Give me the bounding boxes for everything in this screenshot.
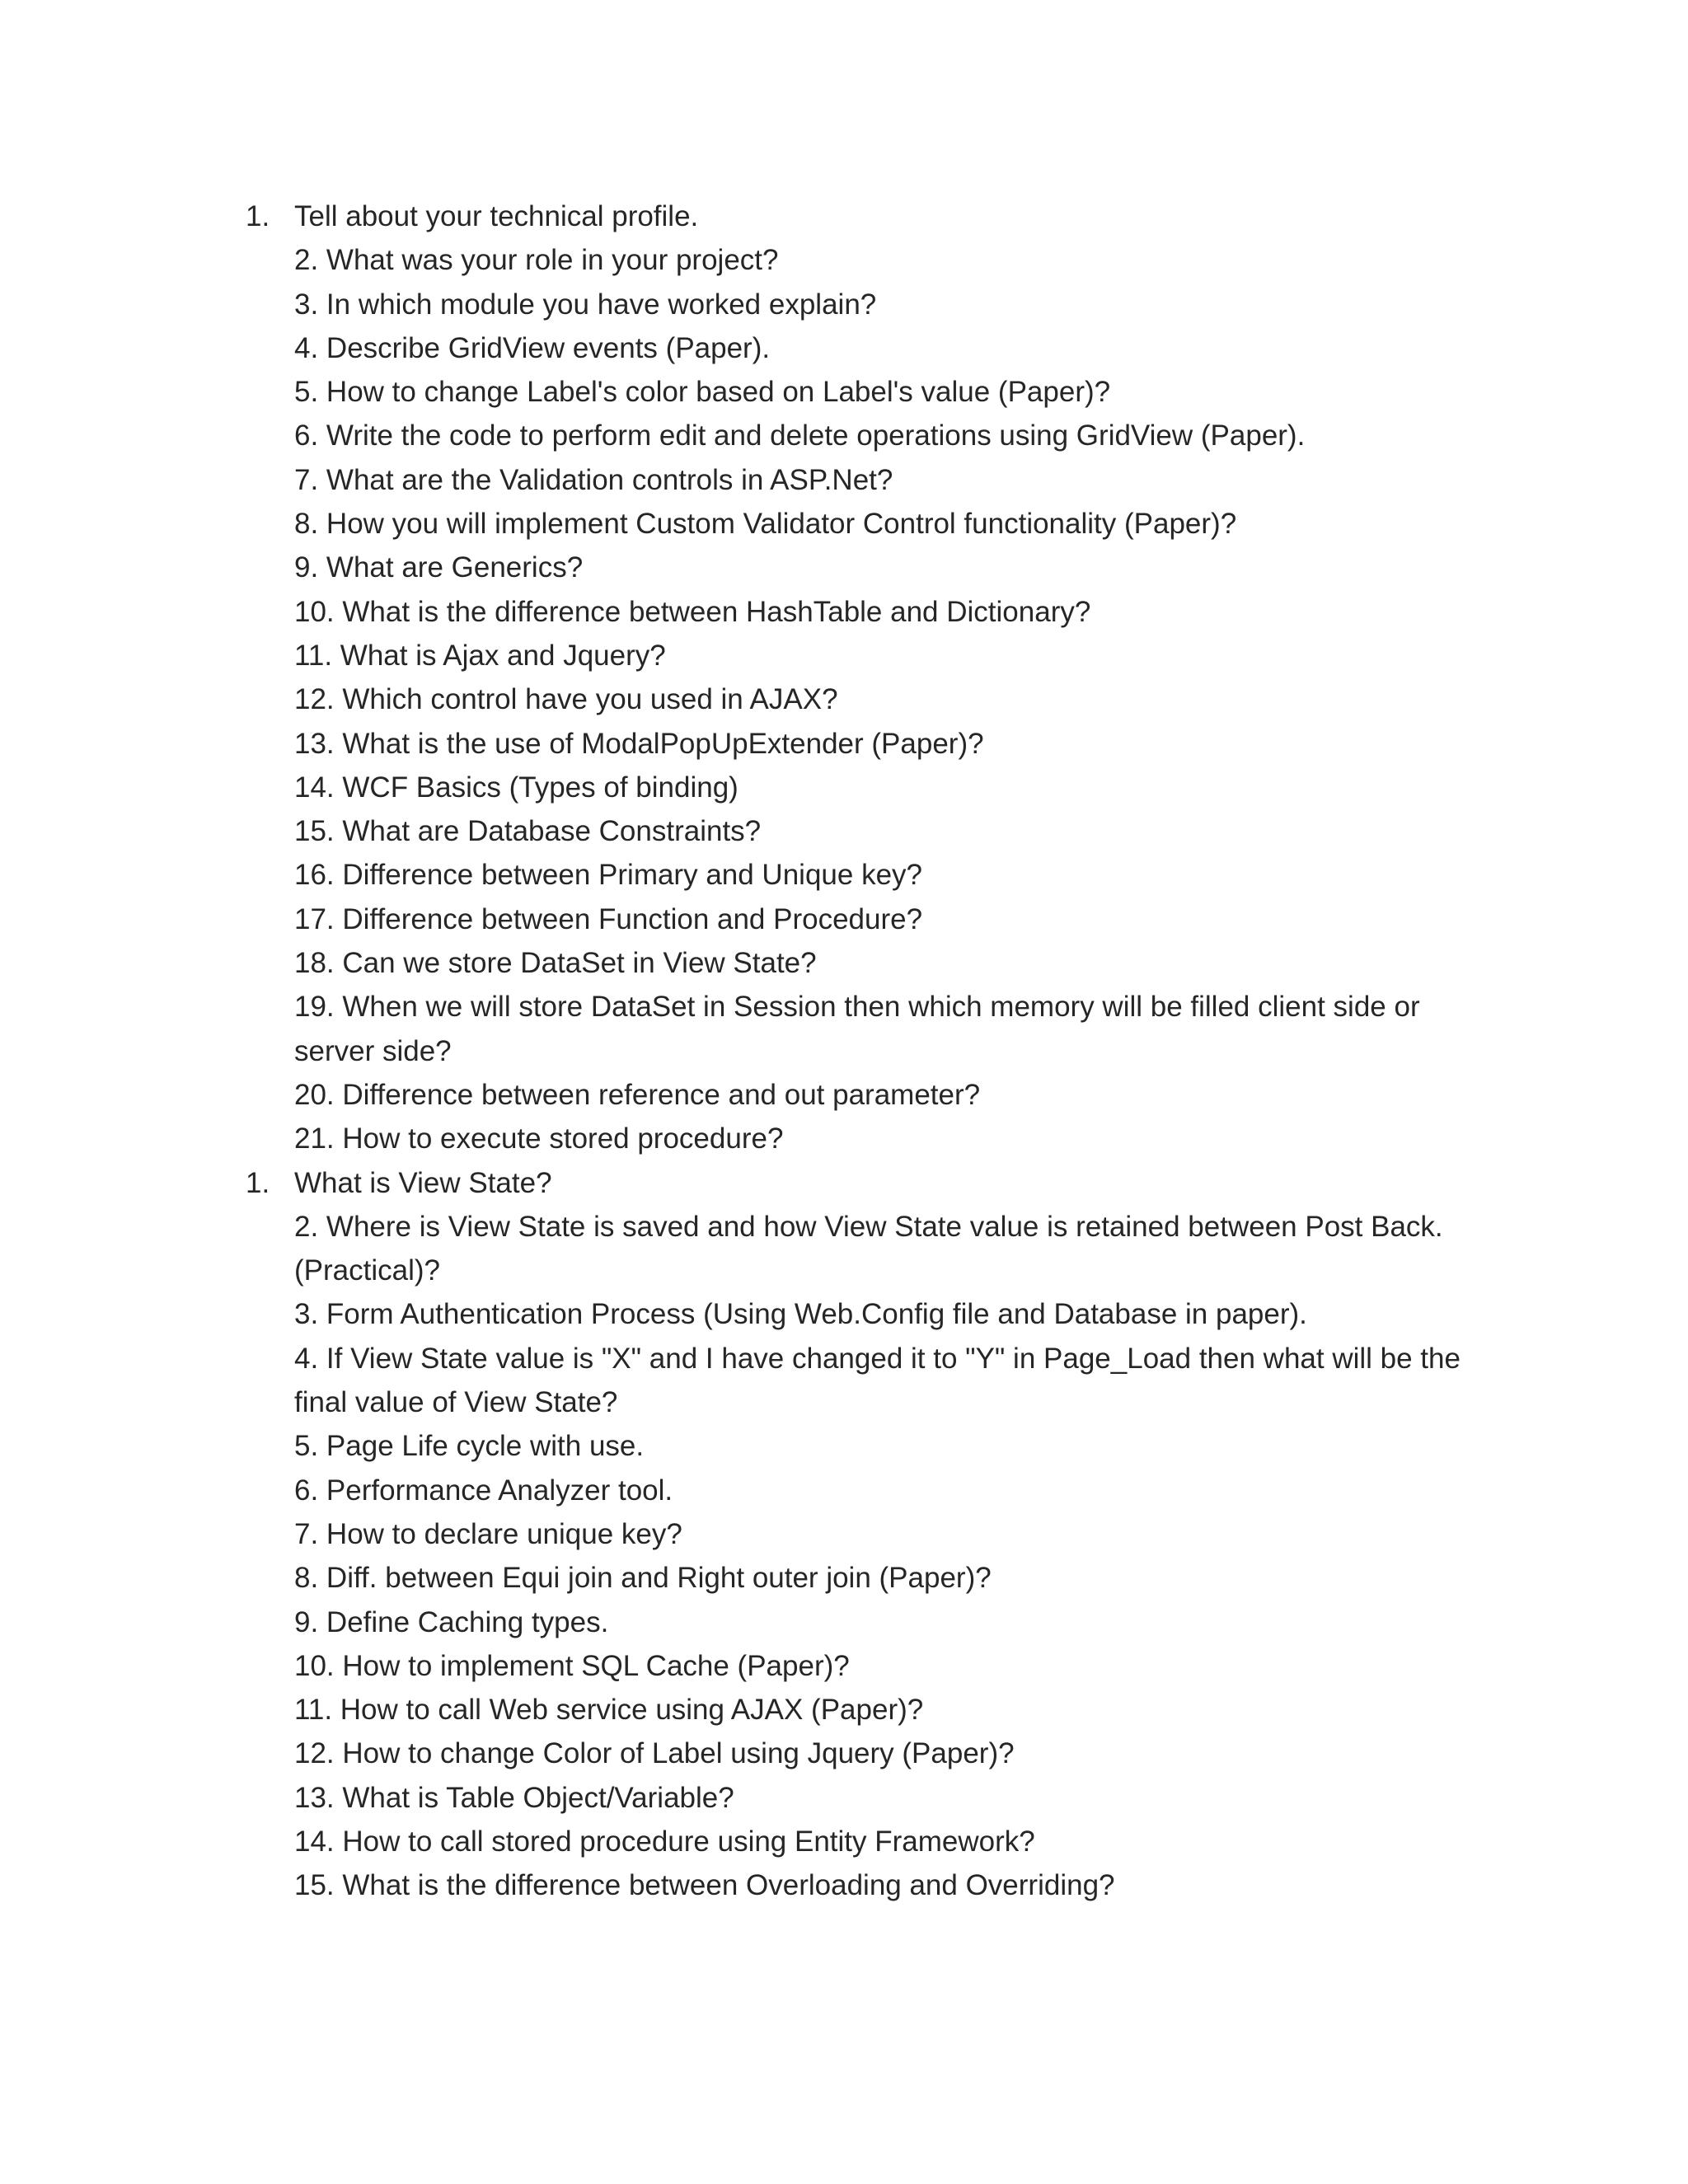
- question-text: Tell about your technical profile.: [294, 200, 699, 232]
- list-item: 12. Which control have you used in AJAX?: [294, 683, 838, 716]
- list-item-continuation: final value of View State?: [294, 1386, 618, 1419]
- list-item: 15. What is the difference between Overloading and Overriding?: [294, 1869, 1115, 1902]
- list-item: 20. Difference between reference and out parameter?: [294, 1078, 981, 1111]
- list-item: 7. How to declare unique key?: [294, 1517, 682, 1550]
- list-item: 14. How to call stored procedure using Entity Framework?: [294, 1825, 1035, 1858]
- list-item-continuation: (Practical)?: [294, 1254, 440, 1287]
- list-item: 17. Difference between Function and Procedure?: [294, 902, 923, 935]
- list-item: 19. When we will store DataSet in Session then which memory will be filled client side or: [294, 991, 1420, 1024]
- list-item: 16. Difference between Primary and Unique key?: [294, 859, 923, 892]
- list-item: 14. WCF Basics (Types of binding): [294, 771, 738, 804]
- list-item: 7. What are the Validation controls in ASP.Net?: [294, 463, 893, 496]
- list-item: 6. Performance Analyzer tool.: [294, 1474, 673, 1507]
- question-list: [246, 194, 1514, 1908]
- list-item: 10. How to implement SQL Cache (Paper)?: [294, 1649, 850, 1682]
- list-item: 13. What is the use of ModalPopUpExtender (Paper)?: [294, 727, 984, 760]
- list-item: 13. What is Table Object/Variable?: [294, 1781, 734, 1814]
- list-item: 3. In which module you have worked explain?: [294, 288, 877, 321]
- list-item: 9. What are Generics?: [294, 551, 584, 584]
- list-item: 2. What was your role in your project?: [294, 244, 779, 277]
- list-item: 6. Write the code to perform edit and delete operations using GridView (Paper).: [294, 419, 1306, 452]
- list-item: 15. What are Database Constraints?: [294, 815, 762, 848]
- list-item: 8. Diff. between Equi join and Right outer join (Paper)?: [294, 1562, 992, 1595]
- list-item: [246, 1161, 1514, 1205]
- list-item: 21. How to execute stored procedure?: [294, 1122, 784, 1155]
- list-item: [246, 194, 1514, 238]
- list-item: 4. Describe GridView events (Paper).: [294, 331, 771, 364]
- list-marker: 1.: [246, 200, 270, 232]
- list-item: 10. What is the difference between HashTable and Dictionary?: [294, 595, 1091, 628]
- list-item: 3. Form Authentication Process (Using Web.Config file and Database in paper).: [294, 1298, 1307, 1331]
- list-item: 11. How to call Web service using AJAX (Paper)?: [294, 1694, 924, 1727]
- list-item: 12. How to change Color of Label using Jquery (Paper)?: [294, 1737, 1015, 1770]
- list-item: 5. How to change Label's color based on Label's value (Paper)?: [294, 376, 1111, 409]
- question-text: What is View State?: [294, 1166, 552, 1199]
- list-item: 9. Define Caching types.: [294, 1605, 609, 1638]
- list-item: 11. What is Ajax and Jquery?: [294, 639, 666, 672]
- list-item: 8. How you will implement Custom Validator Control functionality (Paper)?: [294, 508, 1237, 541]
- list-item: 2. Where is View State is saved and how View State value is retained between Post Back.: [294, 1210, 1443, 1243]
- list-item: 5. Page Life cycle with use.: [294, 1430, 645, 1463]
- list-item: 18. Can we store DataSet in View State?: [294, 947, 817, 980]
- list-marker: 1.: [246, 1166, 270, 1199]
- list-item-continuation: server side?: [294, 1034, 452, 1067]
- list-item: 4. If View State value is "X" and I have changed it to "Y" in Page_Load then what will be the: [294, 1342, 1461, 1375]
